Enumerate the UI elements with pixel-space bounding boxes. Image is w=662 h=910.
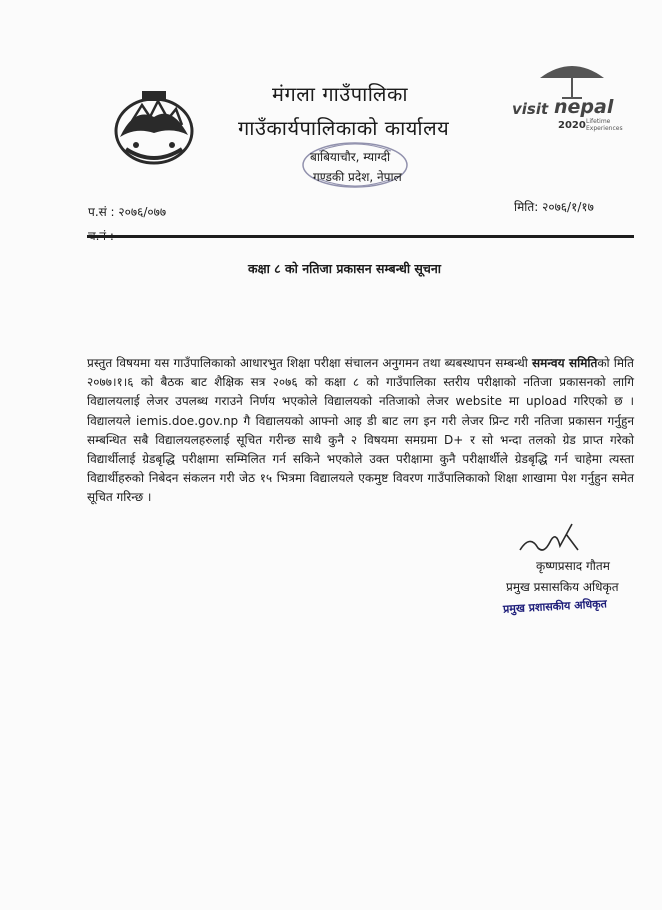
committee-name: समन्वय समिति bbox=[532, 356, 598, 370]
body-text-part2: को मिति २०७७।१।६ को बैठक बाट शैक्षिक सत्र २०७६ को कक्षा ८ को गाउँपालिका स्तरीय परीक्षाको नतिजा प्रकासनको लागि विद्यालयलाई लेजर उपलब्ध गराउने निर्णय भएकोले विद्यालयको नतिजाको लेजर website मा upload गरिएको छ । विद्यालयले iemis.doe.gov.np गै विद्यालयको आफ्नो आइ डी बाट लग इन गरी लेजर प्रिन्ट गरी नतिजा प्रकासन गर्नुहुन सम्बन्धित सबै विद्यालयलहरुलाई सूचित गरीन्छ साथै कुनै २ विषयमा समग्रमा D+ र सो भन्दा तलको ग्रेड प्राप्त गरेको विद्यार्थीलाई ग्रेडबृद्धि परीक्षामा सम्मिलित गर्न सकिने भएकोले उक्त परीक्षामा कुनै परीक्षार्थीले ग्रेडबृद्धि गर्न चाहेमा त्यस्ता विद्यार्थीहरुको निबेदन संकलन गरी जेठ १५ भित्रमा विद्यालयले एकमुष्ट विवरण गाउँपालिकाको शिक्षा शाखामा पेश गर्नुहुन समेत सूचित गरिन्छ । bbox=[87, 356, 635, 505]
designation-stamp: प्रमुख प्रशासकीय अधिकृत bbox=[502, 597, 608, 616]
nepal-text: nepal bbox=[554, 96, 614, 118]
umbrella-icon bbox=[532, 60, 612, 100]
year-text: 2020 bbox=[558, 120, 586, 131]
notice-subject: कक्षा ८ को नतिजा प्रकासन सम्बन्धी सूचना bbox=[248, 261, 441, 276]
address-line2: गण्डकी प्रदेश, नेपाल bbox=[313, 170, 402, 184]
visit-text: visit bbox=[512, 100, 549, 118]
signatory-name: कृष्णप्रसाद गौतम bbox=[536, 559, 610, 573]
tagline-text: Lifetime Experiences bbox=[586, 118, 623, 132]
notice-date: मिति: २०७६/१/१७ bbox=[514, 200, 594, 214]
office-type: गाउँकार्यपालिकाको कार्यालय bbox=[238, 116, 450, 140]
reference-number: प.सं : २०७६/०७७ bbox=[88, 205, 167, 219]
signature-scribble-icon bbox=[516, 520, 586, 560]
signatory-title: प्रमुख प्रसासकिय अधिकृत bbox=[506, 580, 619, 594]
visit-nepal-logo bbox=[510, 60, 634, 146]
address-line1: बाबियाचौर, म्याग्दी bbox=[310, 150, 391, 164]
header-divider bbox=[87, 235, 634, 238]
body-text-part1: प्रस्तुत विषयमा यस गाउँपालिकाको आधारभुत शिक्षा परीक्षा संचालन अनुगमन तथा ब्यबस्थापन सम्बन्धी bbox=[87, 356, 533, 370]
nepal-emblem-icon bbox=[106, 87, 202, 171]
notice-body bbox=[87, 354, 634, 508]
office-name: मंगला गाउँपालिका bbox=[272, 82, 409, 106]
